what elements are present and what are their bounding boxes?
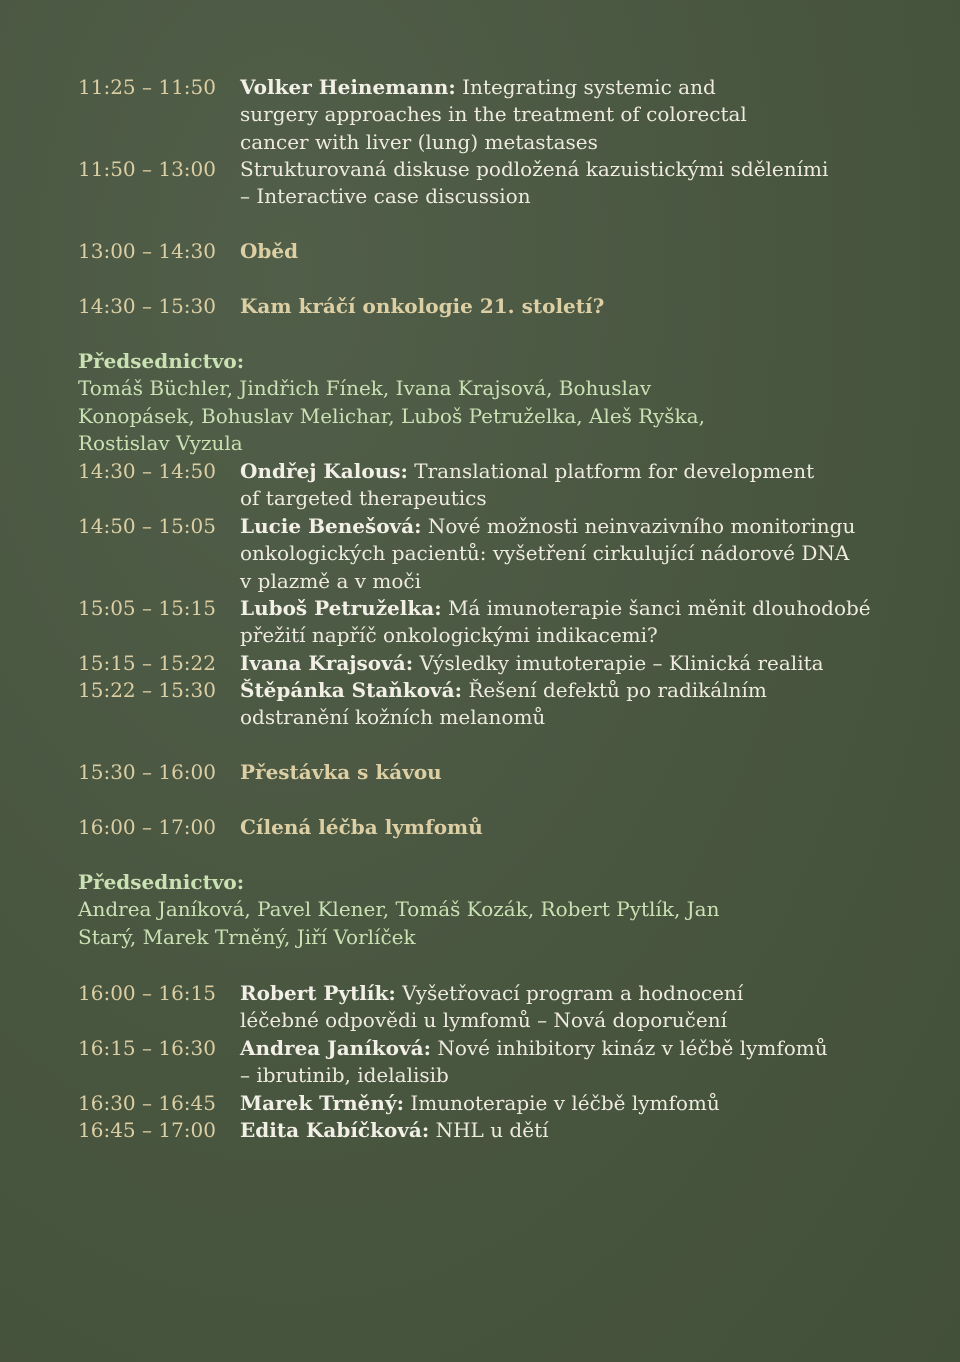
speaker-name: Robert Pytlík: [240, 981, 396, 1005]
item-content [240, 458, 820, 513]
speaker-name: Ivana Krajsová: [240, 651, 414, 675]
presidium-names: Tomáš Büchler, Jindřich Fínek, Ivana Krajsová, Bohuslav Konopásek, Bohuslav Melichar, Luboš Petruželka, Aleš Ryška, Rostislav Vyzula [78, 376, 705, 456]
item-time: 14:30 – 14:50 [78, 459, 216, 483]
break-title: Oběd [240, 239, 299, 263]
session-title-wrap [240, 814, 880, 841]
speaker-name: Marek Trněný: [240, 1091, 404, 1115]
item-content [240, 759, 880, 786]
presidium [78, 869, 898, 951]
item-time: 15:22 – 15:30 [78, 678, 216, 702]
session-time: 14:30 – 15:30 [78, 294, 216, 318]
session-title: Kam kráčí onkologie 21. století? [240, 294, 605, 318]
presidium-names: Andrea Janíková, Pavel Klener, Tomáš Kozák, Robert Pytlík, Jan Starý, Marek Trněný, Jiří Vorlíček [78, 897, 720, 949]
speaker-name: Volker Heinemann: [240, 75, 456, 99]
talk-title: Má imunoterapie šanci měnit dlouhodobé přežití napříč onkologickými indikacemi? [240, 596, 871, 648]
item-time: 14:50 – 15:05 [78, 514, 216, 538]
item-content [240, 980, 820, 1035]
talk-title: Strukturovaná diskuse podložená kazuistickými sděleními – Interactive case discussion [240, 157, 829, 209]
speaker-name: Lucie Benešová: [240, 514, 422, 538]
presidium [78, 348, 898, 458]
item-time: 13:00 – 14:30 [78, 239, 216, 263]
speaker-name: Štěpánka Staňková: [240, 678, 463, 702]
talk-title: Vyšetřovací program a hodnocení léčebné odpovědi u lymfomů – Nová doporučení [240, 981, 744, 1033]
item-time: 16:30 – 16:45 [78, 1091, 216, 1115]
item-time: 15:05 – 15:15 [78, 596, 216, 620]
talk-title: Nové inhibitory kináz v léčbě lymfomů – ibrutinib, idelalisib [240, 1036, 828, 1088]
talk-title: Imunoterapie v léčbě lymfomů [410, 1091, 720, 1115]
presidium-label: Předsednictvo: [78, 870, 245, 894]
presidium-label: Předsednictvo: [78, 349, 245, 373]
speaker-name: Luboš Petruželka: [240, 596, 442, 620]
item-content [240, 1090, 880, 1117]
session-title-wrap [240, 293, 880, 320]
item-content [240, 238, 880, 265]
item-content [240, 1035, 830, 1090]
item-content [240, 1117, 880, 1144]
session-time: 16:00 – 17:00 [78, 815, 216, 839]
item-time: 16:15 – 16:30 [78, 1036, 216, 1060]
item-content [240, 677, 880, 732]
speaker-name: Ondřej Kalous: [240, 459, 408, 483]
item-time: 11:25 – 11:50 [78, 75, 216, 99]
item-content [240, 156, 840, 211]
item-time: 11:50 – 13:00 [78, 157, 216, 181]
talk-title: Translational platform for development of targeted therapeutics [240, 459, 815, 511]
talk-title: Řešení defektů po radikálním odstranění kožních melanomů [240, 678, 767, 730]
talk-title: NHL u dětí [435, 1118, 549, 1142]
item-content [240, 595, 880, 650]
item-content [240, 513, 860, 595]
item-time: 16:00 – 16:15 [78, 981, 216, 1005]
break-title: Přestávka s kávou [240, 760, 442, 784]
speaker-name: Andrea Janíková: [240, 1036, 431, 1060]
talk-title: Výsledky imutoterapie – Klinická realita [419, 651, 824, 675]
talk-title: Nové možnosti neinvazivního monitoringu onkologických pacientů: vyšetření cirkulující nádorové DNA v plazmě a v moči [240, 514, 856, 593]
speaker-name: Edita Kabíčková: [240, 1118, 430, 1142]
item-time: 16:45 – 17:00 [78, 1118, 216, 1142]
item-time: 15:30 – 16:00 [78, 760, 216, 784]
session-title: Cílená léčba lymfomů [240, 815, 483, 839]
talk-title: Integrating systemic and surgery approaches in the treatment of colorectal cancer with liver (lung) metastases [240, 75, 747, 154]
item-time: 15:15 – 15:22 [78, 651, 216, 675]
item-content [240, 650, 880, 677]
item-content [240, 74, 800, 156]
